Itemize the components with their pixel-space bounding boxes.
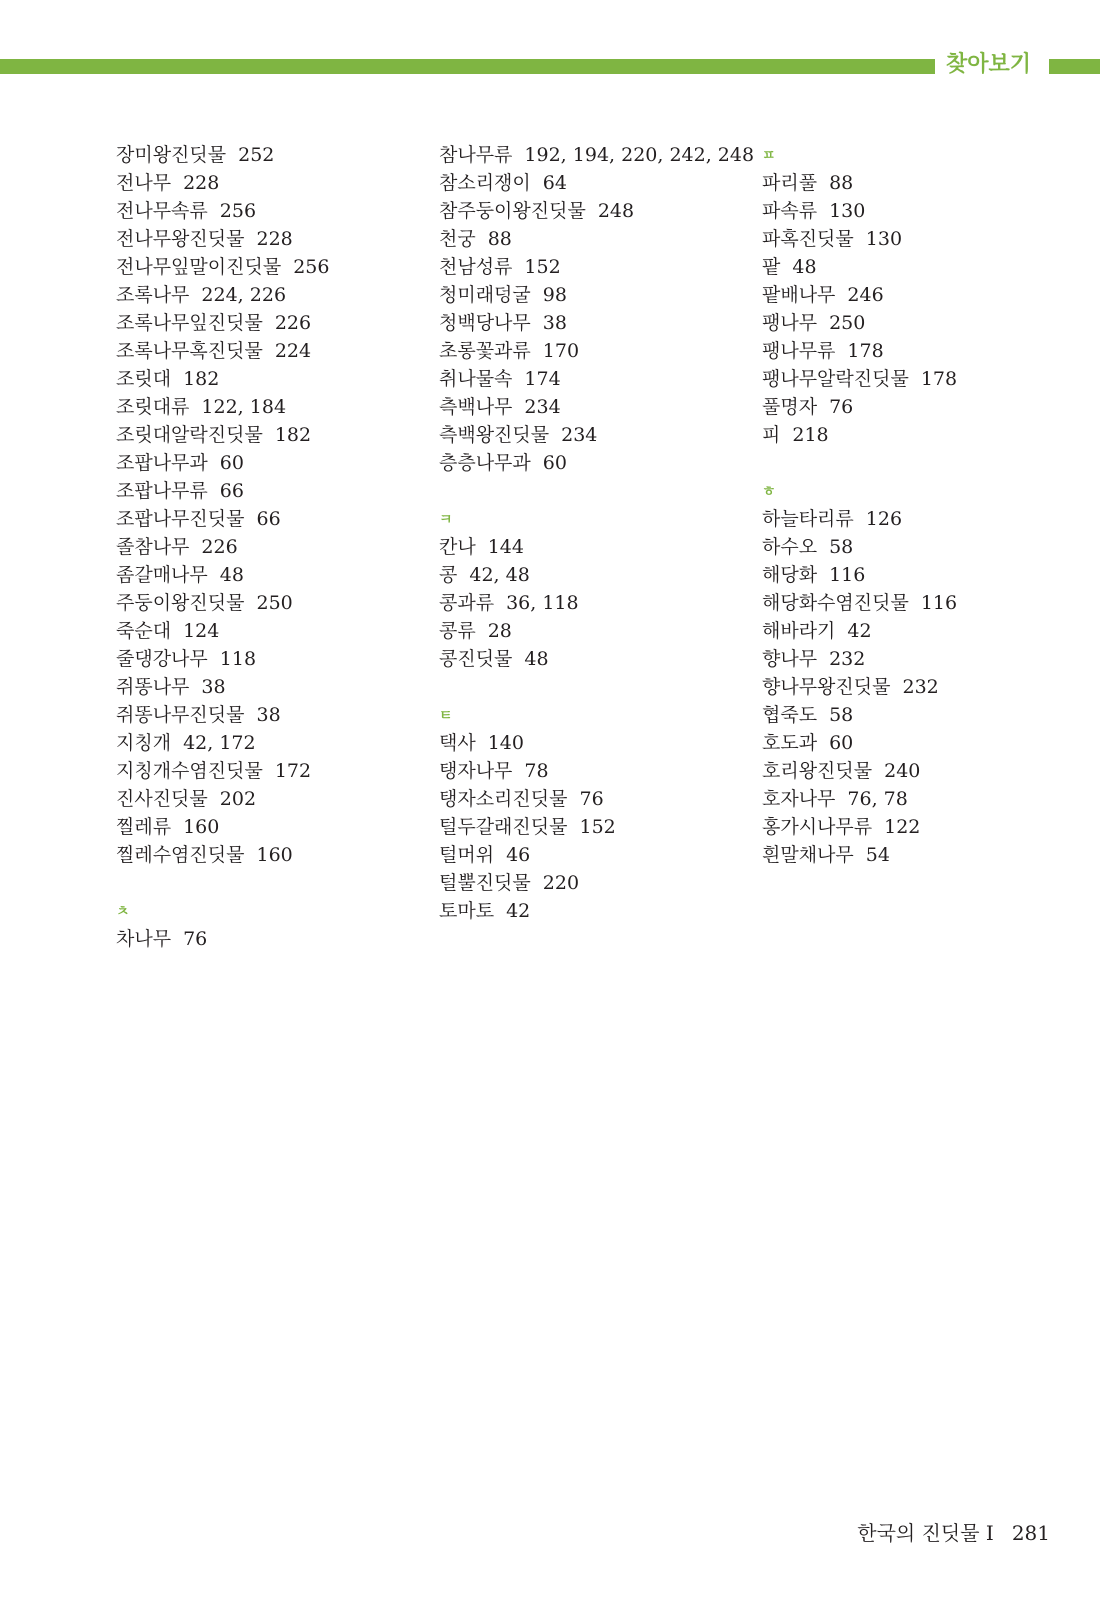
- index-pages: 42: [847, 620, 872, 642]
- index-entry: [439, 533, 754, 561]
- index-term: 조록나무잎진딧물: [116, 312, 263, 334]
- index-pages: 76: [579, 788, 604, 810]
- index-column-1: [116, 141, 329, 953]
- index-entry: [762, 813, 957, 841]
- index-entry: [116, 729, 329, 757]
- index-entry: [116, 225, 329, 253]
- index-entry: [439, 813, 754, 841]
- index-term: 콩류: [439, 620, 476, 642]
- index-term: 조릿대: [116, 368, 172, 390]
- index-term: 파리풀: [762, 172, 818, 194]
- index-pages: 64: [542, 172, 567, 194]
- index-entry: [116, 533, 329, 561]
- index-term: 해당화수염진딧물: [762, 592, 909, 614]
- index-pages: 172: [274, 760, 312, 782]
- index-entry: [439, 645, 754, 673]
- index-entry: [439, 225, 754, 253]
- index-pages: 76: [183, 928, 208, 950]
- index-pages: 60: [829, 732, 854, 754]
- index-term: 콩: [439, 564, 458, 586]
- index-pages: 152: [524, 256, 561, 278]
- index-pages: 58: [829, 704, 854, 726]
- index-term: 청미래덩굴: [439, 284, 531, 306]
- index-pages: 182: [183, 368, 220, 390]
- index-pages: 152: [579, 816, 616, 838]
- index-pages: 118: [219, 648, 257, 670]
- index-term: 층층나무과: [439, 452, 531, 474]
- index-pages: 256: [293, 256, 330, 278]
- index-entry: [439, 169, 754, 197]
- index-term: 택사: [439, 732, 476, 754]
- index-term: 천남성류: [439, 256, 513, 278]
- index-pages: 240: [884, 760, 921, 782]
- index-pages: 192, 194, 220, 242, 248: [524, 144, 755, 166]
- index-term: 쥐똥나무진딧물: [116, 704, 245, 726]
- index-pages: 250: [829, 312, 866, 334]
- index-pages: 252: [238, 144, 275, 166]
- index-term: 파속류: [762, 200, 818, 222]
- index-term: 천궁: [439, 228, 476, 250]
- index-pages: 76, 78: [847, 788, 908, 810]
- index-term: 초롱꽃과류: [439, 340, 531, 362]
- index-term: 참주둥이왕진딧물: [439, 200, 586, 222]
- index-entry: [762, 673, 957, 701]
- index-entry: [762, 393, 957, 421]
- index-entry: [116, 449, 329, 477]
- index-pages: 228: [183, 172, 220, 194]
- index-pages: 220: [542, 872, 580, 894]
- index-entry: [439, 785, 754, 813]
- index-entry: [439, 197, 754, 225]
- index-entry: [116, 141, 329, 169]
- index-entry: [762, 505, 957, 533]
- index-term: 참소리쟁이: [439, 172, 531, 194]
- index-entry: [762, 253, 957, 281]
- index-term: 팽나무알락진딧물: [762, 368, 909, 390]
- index-pages: 76: [829, 396, 854, 418]
- page-footer: [857, 1518, 1050, 1548]
- index-entry: [439, 729, 754, 757]
- index-pages: 78: [524, 760, 549, 782]
- index-term: 하수오: [762, 536, 818, 558]
- index-entry: [762, 729, 957, 757]
- index-entry: [116, 169, 329, 197]
- section-heading: ㅎ: [762, 484, 776, 500]
- index-entry: [762, 169, 957, 197]
- index-entry: [762, 197, 957, 225]
- index-entry: [762, 533, 957, 561]
- index-entry: [116, 505, 329, 533]
- index-term: 향나무: [762, 648, 818, 670]
- section-heading: ㅋ: [439, 512, 453, 528]
- index-pages: 42, 172: [183, 732, 256, 754]
- index-pages: 228: [256, 228, 293, 250]
- index-entry: [439, 421, 754, 449]
- index-term: 흰말채나무: [762, 844, 854, 866]
- index-term: 콩과류: [439, 592, 495, 614]
- index-term: 털머위: [439, 844, 495, 866]
- index-term: 파혹진딧물: [762, 228, 854, 250]
- section-heading: ㅌ: [439, 708, 453, 724]
- index-pages: 38: [256, 704, 281, 726]
- index-pages: 66: [219, 480, 244, 502]
- index-pages: 48: [524, 648, 549, 670]
- index-pages: 42: [506, 900, 531, 922]
- index-pages: 140: [487, 732, 524, 754]
- index-term: 지칭개: [116, 732, 172, 754]
- index-pages: 46: [506, 844, 531, 866]
- index-term: 탱자나무: [439, 760, 513, 782]
- index-entry: [439, 141, 754, 169]
- index-term: 취나물속: [439, 368, 513, 390]
- index-term: 향나무왕진딧물: [762, 676, 891, 698]
- header-bar-left: [0, 59, 935, 74]
- index-entry: [439, 309, 754, 337]
- index-entry: [116, 421, 329, 449]
- index-entry: [439, 253, 754, 281]
- page-number: 281: [1011, 1521, 1050, 1545]
- index-entry: [762, 309, 957, 337]
- section-heading: ㅊ: [116, 904, 130, 920]
- index-pages: 144: [487, 536, 524, 558]
- index-entry: [116, 757, 329, 785]
- header-bar-right: [1049, 59, 1100, 74]
- index-entry: [116, 813, 329, 841]
- index-entry: [762, 337, 957, 365]
- index-pages: 60: [219, 452, 244, 474]
- index-pages: 54: [865, 844, 890, 866]
- index-entry: [762, 757, 957, 785]
- index-entry: [762, 225, 957, 253]
- index-entry: [116, 281, 329, 309]
- index-entry: [439, 617, 754, 645]
- index-term: 찔레수염진딧물: [116, 844, 245, 866]
- index-pages: 224: [274, 340, 312, 362]
- index-term: 조팝나무과: [116, 452, 208, 474]
- index-entry: [439, 841, 754, 869]
- index-term: 풀명자: [762, 396, 818, 418]
- index-entry: [116, 785, 329, 813]
- index-pages: 232: [829, 648, 866, 670]
- index-entry: [116, 253, 329, 281]
- index-pages: 66: [256, 508, 281, 530]
- index-term: 조록나무혹진딧물: [116, 340, 263, 362]
- index-entry: [762, 421, 957, 449]
- index-term: 홍가시나무류: [762, 816, 873, 838]
- index-term: 전나무잎말이진딧물: [116, 256, 282, 278]
- index-column-3: [762, 141, 957, 869]
- index-pages: 182: [274, 424, 312, 446]
- index-term: 조록나무: [116, 284, 190, 306]
- section-gap: [762, 449, 957, 477]
- index-entry: [439, 281, 754, 309]
- index-entry: [116, 309, 329, 337]
- index-term: 장미왕진딧물: [116, 144, 227, 166]
- index-pages: 116: [920, 592, 958, 614]
- index-entry: [762, 281, 957, 309]
- section-heading: ㅍ: [762, 148, 776, 164]
- index-term: 전나무: [116, 172, 172, 194]
- index-pages: 178: [847, 340, 884, 362]
- index-pages: 116: [829, 564, 866, 586]
- index-term: 청백당나무: [439, 312, 531, 334]
- index-pages: 224, 226: [201, 284, 287, 306]
- index-term: 해바라기: [762, 620, 836, 642]
- index-pages: 256: [219, 200, 257, 222]
- section-gap: [439, 477, 754, 505]
- index-entry: [439, 393, 754, 421]
- index-entry: [439, 897, 754, 925]
- book-title: 한국의 진딧물 I: [857, 1521, 994, 1545]
- index-entry: [116, 561, 329, 589]
- index-pages: 28: [487, 620, 512, 642]
- index-pages: 178: [920, 368, 958, 390]
- index-entry: [762, 785, 957, 813]
- index-term: 토마토: [439, 900, 495, 922]
- index-entry: [439, 561, 754, 589]
- index-pages: 234: [524, 396, 561, 418]
- index-term: 지칭개수염진딧물: [116, 760, 263, 782]
- index-pages: 58: [829, 536, 854, 558]
- index-entry: [439, 757, 754, 785]
- index-term: 죽순대: [116, 620, 172, 642]
- index-term: 하늘타리류: [762, 508, 854, 530]
- index-entry: [439, 449, 754, 477]
- index-term: 조릿대알락진딧물: [116, 424, 263, 446]
- index-entry: [116, 645, 329, 673]
- index-entry: [762, 365, 957, 393]
- index-pages: 226: [201, 536, 238, 558]
- index-pages: 42, 48: [469, 564, 530, 586]
- index-term: 털뿔진딧물: [439, 872, 531, 894]
- index-pages: 48: [792, 256, 817, 278]
- index-pages: 122: [884, 816, 921, 838]
- index-pages: 36, 118: [506, 592, 579, 614]
- index-term: 조릿대류: [116, 396, 190, 418]
- index-entry: [762, 617, 957, 645]
- index-pages: 98: [542, 284, 567, 306]
- index-term: 줄댕강나무: [116, 648, 208, 670]
- index-pages: 218: [792, 424, 829, 446]
- index-entry: [116, 925, 329, 953]
- index-term: 협죽도: [762, 704, 818, 726]
- index-entry: [762, 561, 957, 589]
- index-entry: [439, 589, 754, 617]
- index-term: 털두갈래진딧물: [439, 816, 568, 838]
- index-term: 팥배나무: [762, 284, 836, 306]
- index-entry: [439, 869, 754, 897]
- index-term: 호자나무: [762, 788, 836, 810]
- index-term: 졸참나무: [116, 536, 190, 558]
- index-entry: [116, 197, 329, 225]
- index-pages: 174: [524, 368, 561, 390]
- index-pages: 88: [487, 228, 512, 250]
- index-entry: [116, 477, 329, 505]
- index-pages: 170: [542, 340, 580, 362]
- index-term: 팽나무: [762, 312, 818, 334]
- index-pages: 38: [201, 676, 226, 698]
- index-pages: 248: [597, 200, 635, 222]
- page-header-title: 찾아보기: [946, 52, 1032, 77]
- index-term: 조팝나무진딧물: [116, 508, 245, 530]
- index-pages: 130: [829, 200, 866, 222]
- index-pages: 122, 184: [201, 396, 287, 418]
- index-pages: 48: [219, 564, 244, 586]
- index-term: 좀갈매나무: [116, 564, 208, 586]
- index-pages: 202: [219, 788, 257, 810]
- index-pages: 88: [829, 172, 854, 194]
- index-term: 조팝나무류: [116, 480, 208, 502]
- index-entry: [762, 645, 957, 673]
- index-pages: 124: [183, 620, 220, 642]
- index-term: 팽나무류: [762, 340, 836, 362]
- index-entry: [762, 701, 957, 729]
- index-term: 해당화: [762, 564, 818, 586]
- index-term: 차나무: [116, 928, 172, 950]
- index-pages: 250: [256, 592, 293, 614]
- index-term: 찔레류: [116, 816, 172, 838]
- index-entry: [762, 841, 957, 869]
- index-entry: [439, 365, 754, 393]
- index-term: 탱자소리진딧물: [439, 788, 568, 810]
- index-entry: [116, 365, 329, 393]
- index-pages: 232: [902, 676, 939, 698]
- index-term: 측백왕진딧물: [439, 424, 550, 446]
- index-pages: 130: [865, 228, 903, 250]
- index-term: 측백나무: [439, 396, 513, 418]
- index-term: 전나무속류: [116, 200, 208, 222]
- index-term: 호리왕진딧물: [762, 760, 873, 782]
- index-term: 쥐똥나무: [116, 676, 190, 698]
- index-term: 진사진딧물: [116, 788, 208, 810]
- index-pages: 126: [865, 508, 903, 530]
- section-gap: [439, 673, 754, 701]
- index-pages: 38: [542, 312, 567, 334]
- index-pages: 60: [542, 452, 567, 474]
- index-term: 주둥이왕진딧물: [116, 592, 245, 614]
- index-entry: [116, 673, 329, 701]
- index-term: 호도과: [762, 732, 818, 754]
- index-pages: 234: [561, 424, 598, 446]
- index-entry: [116, 617, 329, 645]
- index-pages: 246: [847, 284, 884, 306]
- index-term: 피: [762, 424, 781, 446]
- index-entry: [116, 393, 329, 421]
- index-term: 참나무류: [439, 144, 513, 166]
- index-entry: [116, 701, 329, 729]
- index-entry: [439, 337, 754, 365]
- index-column-2: [439, 141, 754, 925]
- index-term: 콩진딧물: [439, 648, 513, 670]
- index-pages: 160: [183, 816, 220, 838]
- section-gap: [116, 869, 329, 897]
- index-pages: 160: [256, 844, 293, 866]
- index-term: 팥: [762, 256, 781, 278]
- index-term: 전나무왕진딧물: [116, 228, 245, 250]
- index-pages: 226: [274, 312, 312, 334]
- index-entry: [762, 589, 957, 617]
- index-entry: [116, 589, 329, 617]
- index-entry: [116, 337, 329, 365]
- index-entry: [116, 841, 329, 869]
- index-term: 칸나: [439, 536, 476, 558]
